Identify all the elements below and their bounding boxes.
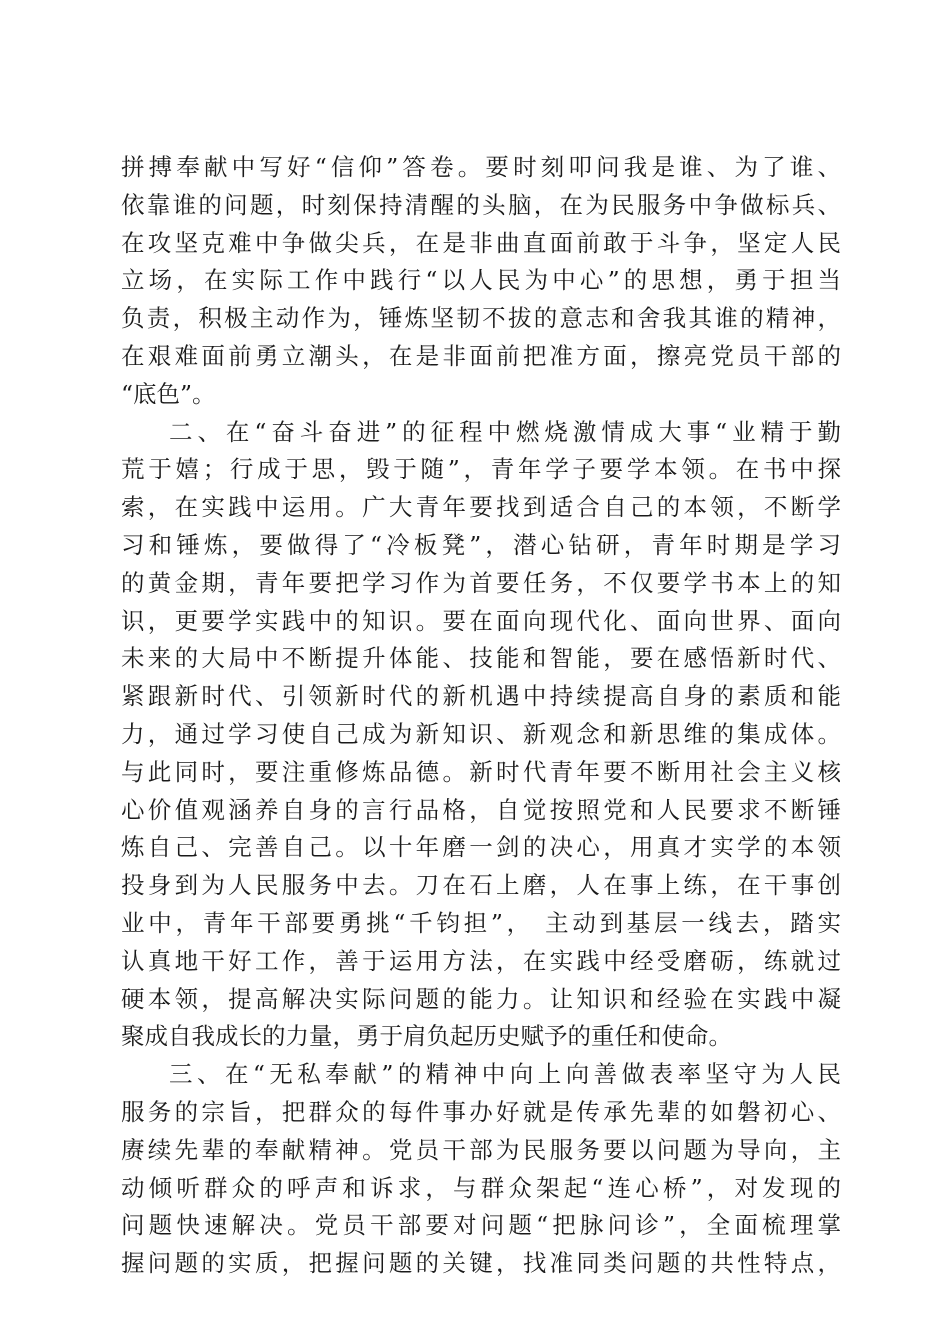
text-line: 力，通过学习使自己成为新知识、新观念和新思维的集成体。 [121,719,841,748]
text-line: 服务的宗旨，把群众的每件事办好就是传承先辈的如磐初心、 [121,1097,841,1126]
text-line: 动倾听群众的呼声和诉求，与群众架起“连心桥”，对发现的 [121,1173,841,1202]
text-line: 炼自己、完善自己。以十年磨一剑的决心，用真才实学的本领 [121,833,841,862]
text-line: 的黄金期，青年要把学习作为首要任务，不仅要学书本上的知 [121,568,841,597]
paragraph-faith [121,149,841,414]
text-line: 三、在“无私奉献”的精神中向上向善做表率坚守为人民 [169,1060,841,1089]
text-line: 投身到为人民服务中去。刀在石上磨，人在事上练，在干事创 [121,871,841,900]
text-line: 紧跟新时代、引领新时代的新机遇中持续提高自身的素质和能 [121,682,841,711]
text-line: 聚成自我成长的力量，勇于肩负起历史赋予的重任和使命。 [121,1022,732,1051]
text-line: 荒于嬉；行成于思，毁于随”，青年学子要学本领。在书中探 [121,455,841,484]
text-line: 拼搏奉献中写好“信仰”答卷。要时刻叩问我是谁、为了谁、 [121,153,841,181]
text-line: 握问题的实质，把握问题的关键，找准同类问题的共性特点， [121,1249,841,1278]
text-line: 二、在“奋斗奋进”的征程中燃烧激情成大事“业精于勤 [169,417,841,446]
text-line: 问题快速解决。党员干部要对问题“把脉问诊”，全面梳理掌 [121,1211,841,1240]
document-page [121,149,841,1283]
text-line: 在攻坚克难中争做尖兵，在是非曲直面前敢于斗争，坚定人民 [121,228,841,257]
text-line: 赓续先辈的奉献精神。党员干部为民服务要以问题为导向，主 [121,1135,841,1164]
text-line: 习和锤炼，要做得了“冷板凳”，潜心钻研，青年时期是学习 [121,530,841,559]
text-line: 心价值观涵养自身的言行品格，自觉按照党和人民要求不断锤 [121,795,841,824]
text-line: 硬本领，提高解决实际问题的能力。让知识和经验在实践中凝 [121,984,841,1013]
text-line: 未来的大局中不断提升体能、技能和智能，要在感悟新时代、 [121,644,841,673]
text-line: “底色”。 [121,379,216,408]
text-line: 在艰难面前勇立潮头，在是非面前把准方面，擦亮党员干部的 [121,341,841,370]
paragraph-dedication [121,1056,841,1283]
text-line: 立场，在实际工作中践行“以人民为中心”的思想，勇于担当 [121,266,841,295]
text-line: 依靠谁的问题，时刻保持清醒的头脑，在为民服务中争做标兵、 [121,190,841,219]
text-line: 认真地干好工作，善于运用方法，在实践中经受磨砺，练就过 [121,946,841,975]
text-line: 业中，青年干部要勇挑“千钧担”， 主动到基层一线去，踏实 [121,908,841,937]
paragraph-struggle [121,414,841,1057]
text-line: 负责，积极主动作为，锤炼坚韧不拔的意志和舍我其谁的精神， [121,304,841,333]
text-line: 识，更要学实践中的知识。要在面向现代化、面向世界、面向 [121,606,841,635]
text-line: 与此同时，要注重修炼品德。新时代青年要不断用社会主义核 [121,757,841,786]
text-line: 索，在实践中运用。广大青年要找到适合自己的本领，不断学 [121,493,841,522]
